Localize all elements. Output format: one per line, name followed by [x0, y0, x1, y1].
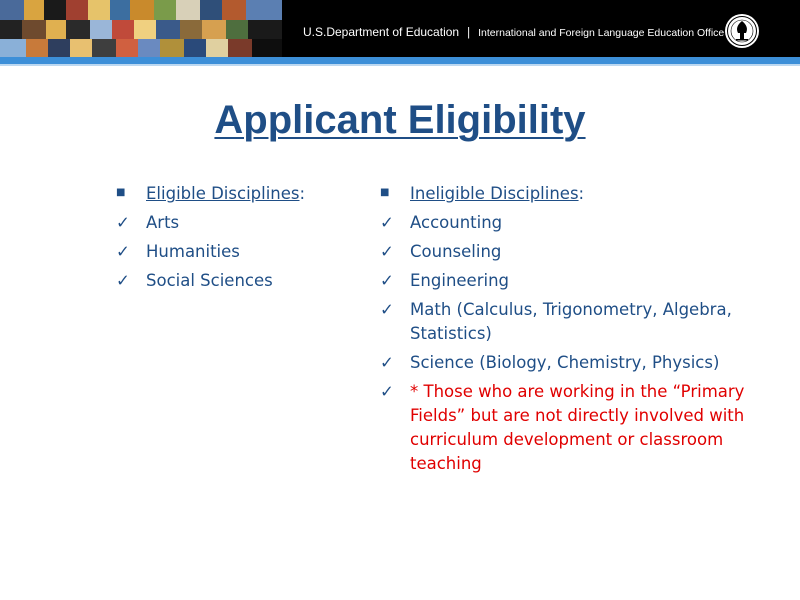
primary-fields-note	[380, 380, 745, 476]
header-banner	[0, 0, 800, 57]
checkmark-icon: ✓	[116, 213, 130, 232]
eligible-disciplines-list	[116, 182, 356, 298]
department-name: U.S.Department of Education	[303, 25, 460, 39]
ineligible-disciplines-list	[380, 182, 745, 481]
list-item	[380, 211, 745, 235]
square-bullet-icon: ■	[116, 187, 126, 198]
banner-separator: |	[467, 27, 471, 39]
header-stripe	[0, 57, 800, 64]
heading-text: Ineligible Disciplines	[410, 184, 579, 203]
list-item-text: Science (Biology, Chemistry, Physics)	[410, 353, 720, 372]
checkmark-icon: ✓	[380, 271, 394, 290]
office-name: International and Foreign Language Education Office	[478, 27, 725, 39]
eligible-disciplines-heading	[116, 182, 356, 206]
header-stripe-light	[0, 64, 800, 66]
heading-colon: :	[299, 184, 306, 203]
list-item	[116, 211, 356, 235]
list-item-text: Humanities	[146, 242, 240, 261]
list-item-text: Engineering	[410, 271, 509, 290]
list-item	[116, 240, 356, 264]
list-item	[116, 269, 356, 293]
heading-text: Eligible Disciplines	[146, 184, 300, 203]
photo-mosaic-image	[0, 0, 282, 57]
list-item	[380, 240, 745, 264]
square-bullet-icon: ■	[380, 187, 390, 198]
list-item-text: Counseling	[410, 242, 502, 261]
checkmark-icon: ✓	[380, 242, 394, 261]
checkmark-icon: ✓	[116, 271, 130, 290]
checkmark-icon: ✓	[380, 382, 394, 401]
list-item-text: Social Sciences	[146, 271, 273, 290]
ineligible-disciplines-heading	[380, 182, 745, 206]
list-item	[380, 298, 745, 346]
list-item	[380, 269, 745, 293]
list-item-text: Arts	[146, 213, 180, 232]
list-item	[380, 351, 745, 375]
checkmark-icon: ✓	[380, 213, 394, 232]
slide-title: Applicant Eligibility	[214, 98, 586, 142]
checkmark-icon: ✓	[116, 242, 130, 261]
checkmark-icon: ✓	[380, 353, 394, 372]
list-item-text: Math (Calculus, Trigonometry, Algebra, Statistics)	[410, 300, 732, 343]
checkmark-icon: ✓	[380, 300, 394, 319]
banner-title	[303, 25, 724, 39]
note-text: * Those who are working in the “Primary Fields” but are not directly involved with curriculum development or classroom teaching	[410, 382, 745, 473]
heading-colon: :	[578, 184, 585, 203]
list-item-text: Accounting	[410, 213, 503, 232]
department-seal-icon	[724, 13, 760, 49]
